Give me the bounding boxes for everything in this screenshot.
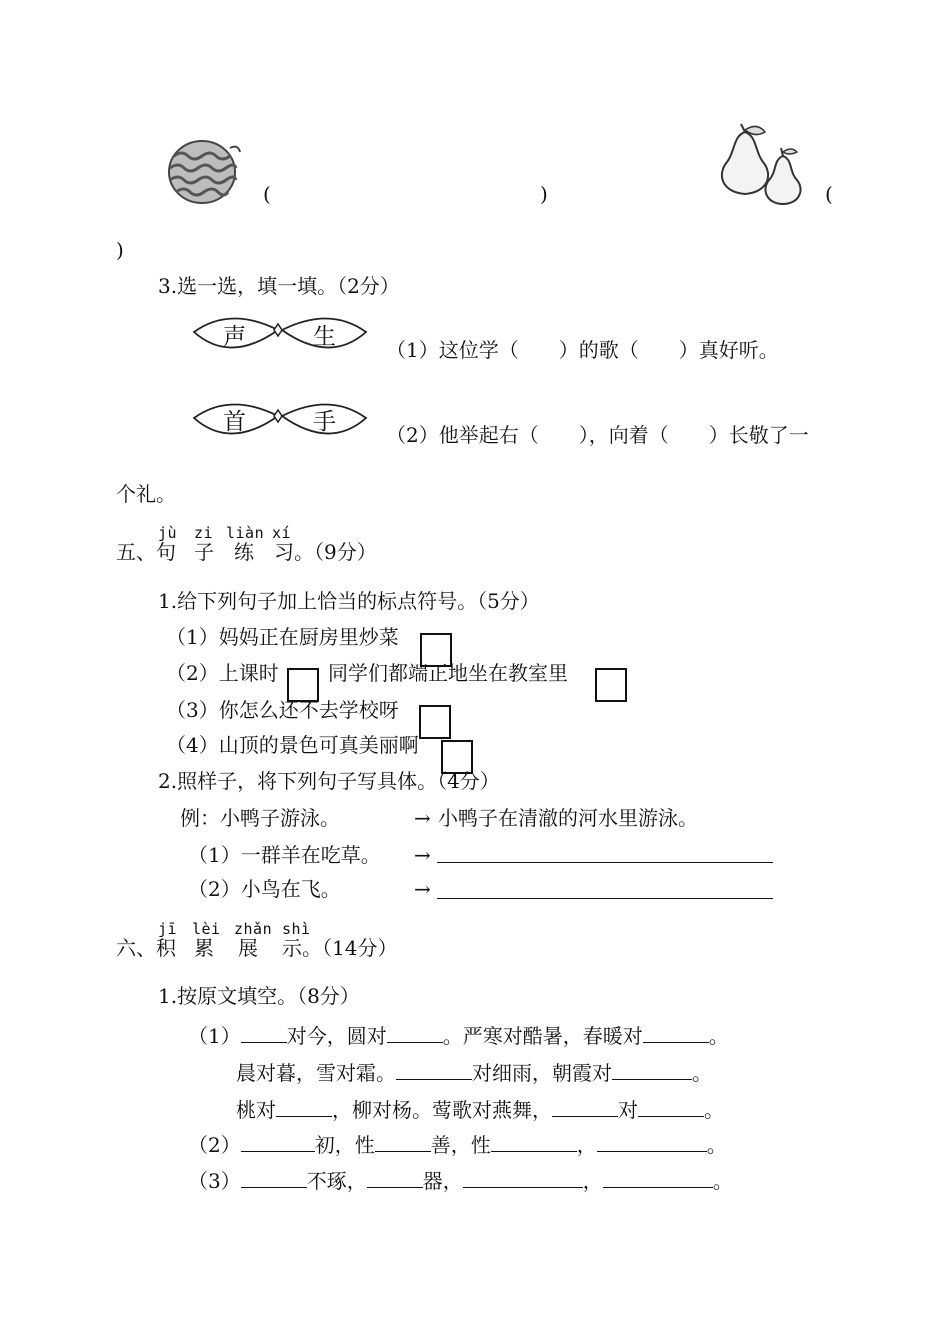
blank[interactable] [396,1061,472,1080]
s6-l5-label: （3） [188,1169,241,1193]
punctuation-box-2[interactable] [287,668,319,702]
s6-l1-label: （1） [188,1024,241,1048]
blank[interactable] [367,1169,423,1188]
punctuation-box-3[interactable] [595,668,627,702]
blank[interactable] [276,1098,332,1117]
s6-l1-c: 。 [708,1024,729,1048]
leaf2-left-char: 首 [223,409,246,435]
s5-pinyin-3: liàn [226,524,265,542]
section6-title [116,938,397,958]
s5-example-label: 例：小鸭子游泳。 [180,806,340,830]
q3-sentence-2: （2）他举起右（ ），向着（ ）长敬了一 [386,423,809,447]
s6-l4-d: 。 [706,1133,727,1157]
s6-line-3 [236,1098,724,1120]
s5-q1-item-3: （3）你怎么还不去学校呀 [166,698,399,722]
blank[interactable] [643,1024,709,1043]
blank[interactable] [463,1169,583,1188]
s6-char-4: 示 [282,936,302,960]
s5-q2-title: 2.照样子，将下列句子写具体。（4分） [158,769,500,793]
s5-char-1: 句 [156,540,176,564]
leaf1-right-char: 生 [313,324,336,350]
s6-pinyin-1: jī [158,920,178,938]
s6-line-2 [236,1061,712,1083]
paren-right-1: ) [540,182,548,206]
s5-q2-item-1: （1）一群羊在吃草。 [188,843,381,867]
blank[interactable] [597,1133,707,1152]
blank[interactable] [387,1024,443,1043]
s5-prefix: 五、 [116,540,156,564]
s6-l5-c: ， [582,1169,603,1193]
s5-q1-title: 1.给下列句子加上恰当的标点符号。（5分） [158,589,540,613]
s6-q1-title: 1.按原文填空。（8分） [158,984,360,1008]
s5-example-answer: 小鸭子在清澈的河水里游泳。 [438,806,698,830]
s5-q1-item-2a: （2）上课时 [166,661,279,685]
blank[interactable] [375,1133,431,1152]
blank[interactable] [612,1061,692,1080]
s6-l5-d: 。 [712,1169,733,1193]
s6-pinyin-2: lèi [192,920,221,938]
s6-l1-a: 对今，圆对 [286,1024,387,1048]
s6-l3-b: ，柳对杨。莺歌对燕舞， [332,1098,552,1122]
answer-line-2[interactable] [437,898,773,899]
blank[interactable] [241,1169,307,1188]
blank[interactable] [241,1024,287,1043]
s6-l1-b: 。严寒对酷暑，春暖对 [442,1024,643,1048]
blank[interactable] [638,1098,704,1117]
paren-continuation: ) [116,238,124,262]
s6-l2-c: 。 [692,1061,712,1085]
s5-q1-item-2b: 同学们都端正地坐在教室里 [328,661,568,685]
blank[interactable] [241,1133,315,1152]
paren-left-2: ( [825,182,833,206]
s5-char-3: 练 [234,540,254,564]
s6-char-3: 展 [238,936,258,960]
s5-q1-item-1: （1）妈妈正在厨房里炒菜 [166,625,399,649]
leaf-pair-1 [190,312,370,374]
s6-line-1 [188,1024,729,1046]
pear-illustration [715,122,815,207]
q3-sentence-1: （1）这位学（ ）的歌（ ）真好听。 [386,338,779,362]
blank[interactable] [491,1133,577,1152]
s6-l5-a: 不琢， [306,1169,367,1193]
s5-pinyin-2: zi [194,524,214,542]
s6-char-1: 积 [156,936,176,960]
leaf-pair-2 [190,398,370,460]
s6-line-5 [188,1169,733,1191]
watermelon-illustration [166,138,246,208]
s5-q2-item-2: （2）小鸟在飞。 [188,877,341,901]
answer-line-1[interactable] [437,862,773,863]
s6-l2-a: 晨对暮，雪对霜。 [236,1061,396,1085]
arrow-icon: → [414,843,431,867]
s5-suffix: 。（9分） [294,540,377,564]
s6-l3-d: 。 [704,1098,724,1122]
s6-prefix: 六、 [116,936,156,960]
s6-char-2: 累 [194,936,214,960]
q3-title: 3.选一选，填一填。（2分） [158,274,400,298]
s6-l4-label: （2） [188,1133,241,1157]
q3-sentence-2-cont: 个礼。 [116,482,176,506]
arrow-icon: → [414,877,431,901]
s5-pinyin-4: xí [272,524,292,542]
s6-l4-b: 善，性 [430,1133,491,1157]
s6-l4-c: ， [576,1133,597,1157]
leaf1-left-char: 声 [223,324,246,350]
s6-pinyin-4: shì [282,920,311,938]
s6-pinyin-3: zhǎn [234,920,273,938]
punctuation-box-4[interactable] [419,705,451,739]
s6-suffix: 。（14分） [302,936,398,960]
s6-line-4 [188,1133,727,1155]
section5-title [116,542,377,562]
s6-l5-b: 器， [422,1169,463,1193]
s6-l4-a: 初，性 [314,1133,375,1157]
arrow-icon: → [414,806,431,830]
blank[interactable] [603,1169,713,1188]
paren-left-1: ( [263,182,271,206]
s6-l2-b: 对细雨，朝霞对 [472,1061,612,1085]
s5-char-2: 子 [194,540,214,564]
blank[interactable] [552,1098,618,1117]
s5-q1-item-4: （4）山顶的景色可真美丽啊 [166,733,419,757]
s6-l3-c: 对 [618,1098,638,1122]
leaf2-right-char: 手 [313,409,336,435]
s6-l3-a: 桃对 [236,1098,276,1122]
s5-pinyin-1: jù [158,524,178,542]
s5-char-4: 习 [274,540,294,564]
